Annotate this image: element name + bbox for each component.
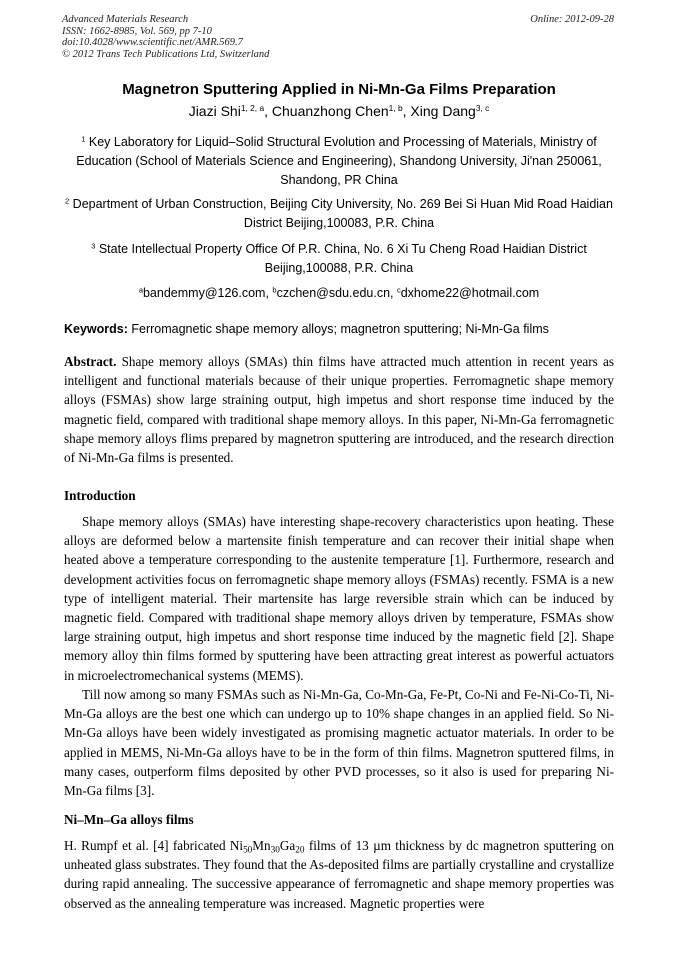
keywords-label: Keywords: bbox=[64, 322, 128, 336]
email-mark: b bbox=[272, 285, 277, 295]
paragraph-text: Ga bbox=[279, 838, 296, 853]
affiliation-1 bbox=[62, 133, 616, 190]
email-address[interactable]: bandemmy@126.com bbox=[142, 286, 266, 300]
doi-line: doi:10.4028/www.scientific.net/AMR.569.7 bbox=[62, 37, 243, 48]
author-affiliation-mark: 1, 2, a bbox=[240, 102, 265, 113]
author-affiliation-mark: 3, c bbox=[475, 102, 490, 113]
online-date: Online: 2012-09-28 bbox=[530, 14, 614, 25]
author-name: Jiazi Shi bbox=[188, 103, 241, 119]
section-heading-nimnga: Ni–Mn–Ga alloys films bbox=[64, 812, 194, 827]
email-address[interactable]: czchen@sdu.edu.cn bbox=[276, 286, 391, 300]
email-address[interactable]: dxhome22@hotmail.com bbox=[400, 286, 540, 300]
author-name: Chuanzhong Chen bbox=[271, 103, 389, 119]
journal-name: Advanced Materials Research bbox=[62, 14, 189, 25]
intro-paragraph-1: Shape memory alloys (SMAs) have interesting shape-recovery characteristics upon heating. These alloys are deformed below a martensite finish temperature and can recover their initial shape when heated above a temperature corresponding to the austenite temperature [1]. Furthermore, research and development activities focus on ferromagnetic shape memory alloys (FSMAs) recently. FSMA is a new type of intelligent material. Their martensite has large reversible strain which can be induced by magnetic field. Compared with traditional shape memory alloys driven by temperature, FSMAs show large straining output, high impetus and short response time induced by the magnetic field [2]. Shape memory alloy thin films formed by sputtering have been attracting great interest as powerful actuators in microelectromechanical systems (MEMS). bbox=[64, 514, 614, 683]
subscript: 20 bbox=[295, 844, 305, 855]
keywords-text: Ferromagnetic shape memory alloys; magnetron sputtering; Ni-Mn-Ga films bbox=[127, 322, 549, 336]
subscript: 30 bbox=[270, 844, 280, 855]
abstract-label: Abstract. bbox=[64, 354, 117, 369]
running-header bbox=[62, 14, 269, 60]
author-separator: , bbox=[402, 103, 411, 119]
abstract bbox=[64, 352, 614, 467]
affiliation-2 bbox=[62, 195, 616, 233]
paragraph-text: films of 13 µm thickness by dc magnetron sputtering on unheated glass substrates. They found that the As-deposited films are partially crystalline and crystallize during rapid annealing. The successive appearance of ferromagnetic and shape memory properties was observed as the annealing temperature was increased. Magnetic properties were bbox=[64, 838, 614, 911]
keywords bbox=[64, 322, 616, 336]
intro-paragraph-2: Till now among so many FSMAs such as Ni-Mn-Ga, Co-Mn-Ga, Fe-Pt, Co-Ni and Fe-Ni-Co-Ti, Ni-Mn-Ga alloys are the best one which can undergo up to 10% shape changes in an applied field. So Ni-Mn-Ga alloys have been widely investigated as promising magnetic actuator materials. In order to be applied in MEMS, Ni-Mn-Ga alloys have to be in the form of thin films. Magnetron sputtered films, in many cases, outperform films deposited by other PVD processes, so it also is used for preparing Ni-Mn-Ga films [3]. bbox=[64, 687, 614, 799]
subscript: 50 bbox=[243, 844, 253, 855]
affiliation-number: 1 bbox=[81, 134, 86, 144]
issn-line: ISSN: 1662-8985, Vol. 569, pp 7-10 bbox=[62, 25, 212, 37]
email-mark: c bbox=[396, 285, 401, 295]
paper-title: Magnetron Sputtering Applied in Ni-Mn-Ga Films Preparation bbox=[122, 81, 556, 98]
affiliation-3 bbox=[62, 240, 616, 278]
copyright-line: © 2012 Trans Tech Publications Ltd, Switzerland bbox=[62, 48, 270, 60]
author-emails bbox=[62, 284, 616, 303]
abstract-text: Shape memory alloys (SMAs) thin films have attracted much attention in recent years as intelligent and functional materials because of their unique properties. Ferromagnetic shape memory alloys (FSMAs) show large straining output, high impetus and short response time induced by the magnetic field, compared with traditional shape memory alloys. In this paper, Ni-Mn-Ga ferromagnetic shape memory alloys flims prepared by magnetron sputtering are introduced, and the research direction of Ni-Mn-Ga films is presented. bbox=[64, 354, 614, 466]
section-heading-introduction: Introduction bbox=[64, 488, 136, 503]
paragraph-text: H. Rumpf et al. [4] fabricated Ni bbox=[64, 838, 244, 853]
paragraph-text: Mn bbox=[252, 838, 271, 853]
email-separator: , bbox=[390, 286, 397, 300]
author-name: Xing Dang bbox=[410, 103, 476, 119]
author-affiliation-mark: 1, b bbox=[388, 102, 403, 113]
affiliation-text: State Intellectual Property Office Of P.R. China, No. 6 Xi Tu Cheng Road Haidian District Beijing,100088, P.R. China bbox=[95, 242, 587, 275]
email-mark: a bbox=[138, 285, 143, 295]
affiliation-number: 3 bbox=[91, 241, 96, 251]
affiliation-text: Key Laboratory for Liquid–Solid Structural Evolution and Processing of Materials, Ministry of Education (School of Materials Science and Engineering), Shandong University, Ji'nan 250061, Shandong, PR China bbox=[76, 135, 602, 187]
email-separator: , bbox=[265, 286, 273, 300]
affiliation-text: Department of Urban Construction, Beijing City University, No. 269 Bei Si Huan Mid Road Haidian District Beijing,100083, P.R. China bbox=[69, 197, 613, 230]
nimnga-paragraph-1 bbox=[64, 836, 614, 913]
author-list bbox=[0, 103, 678, 119]
affiliation-number: 2 bbox=[65, 196, 70, 206]
author-separator: , bbox=[264, 103, 272, 119]
